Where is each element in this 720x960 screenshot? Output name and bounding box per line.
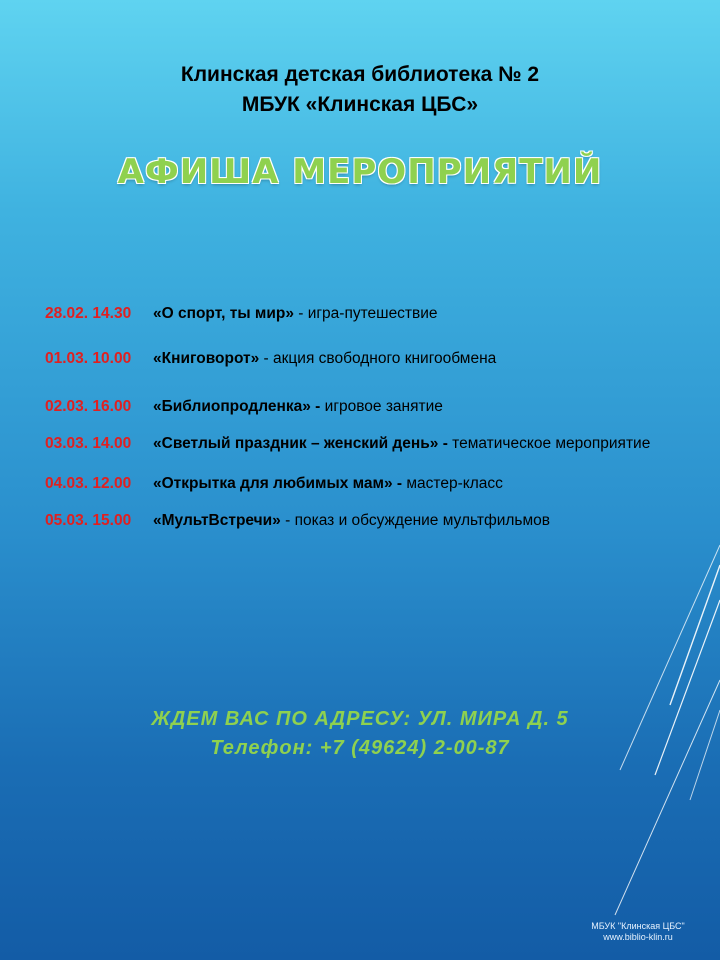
event-date: 01.03. 10.00 (45, 350, 132, 367)
event-name: «Светлый праздник – женский день» - (153, 435, 448, 452)
address-line: ЖДЕМ ВАС ПО АДРЕСУ: УЛ. МИРА Д. 5 (151, 708, 569, 730)
event-description: мастер-класс (402, 475, 503, 492)
credit-site: www.biblio-klin.ru (603, 932, 673, 942)
phone-line: Телефон: +7 (49624) 2-00-87 (210, 737, 510, 759)
event-date: 28.02. 14.30 (45, 305, 132, 322)
deco-line (690, 710, 720, 800)
event-item (45, 304, 438, 324)
library-name: Клинская детская библиотека № 2 (180, 63, 540, 86)
library-header (0, 60, 720, 120)
deco-line (615, 680, 720, 915)
event-item (45, 474, 503, 494)
organization-name: МБУК «Клинская ЦБС» (241, 93, 479, 116)
event-date: 03.03. 14.00 (45, 435, 132, 452)
event-name: «О спорт, ты мир» (153, 305, 294, 322)
decorative-lines (560, 540, 720, 940)
event-item (45, 397, 443, 417)
event-item (45, 511, 550, 531)
event-name: «Открытка для любимых мам» - (153, 475, 403, 492)
event-item (45, 434, 650, 454)
credit-org: МБУК "Клинская ЦБС" (591, 921, 685, 931)
event-name: «Книговорот» (153, 350, 260, 367)
deco-line (655, 600, 720, 775)
event-item (45, 349, 496, 369)
event-description: - показ и обсуждение мультфильмов (280, 512, 551, 529)
event-date: 02.03. 16.00 (45, 398, 132, 415)
event-description: игровое занятие (320, 398, 443, 415)
event-name: «Библиопродленка» - (153, 398, 321, 415)
event-date: 04.03. 12.00 (45, 475, 132, 492)
poster-title: АФИША МЕРОПРИЯТИЙ (117, 152, 603, 192)
event-description: - акция свободного книгообмена (259, 350, 497, 367)
deco-line (670, 565, 720, 705)
event-date: 05.03. 15.00 (45, 512, 132, 529)
event-description: тематическое мероприятие (447, 435, 651, 452)
event-name: «МультВстречи» (153, 512, 281, 529)
credit-block (568, 921, 708, 943)
event-description: - игра-путешествие (293, 305, 438, 322)
